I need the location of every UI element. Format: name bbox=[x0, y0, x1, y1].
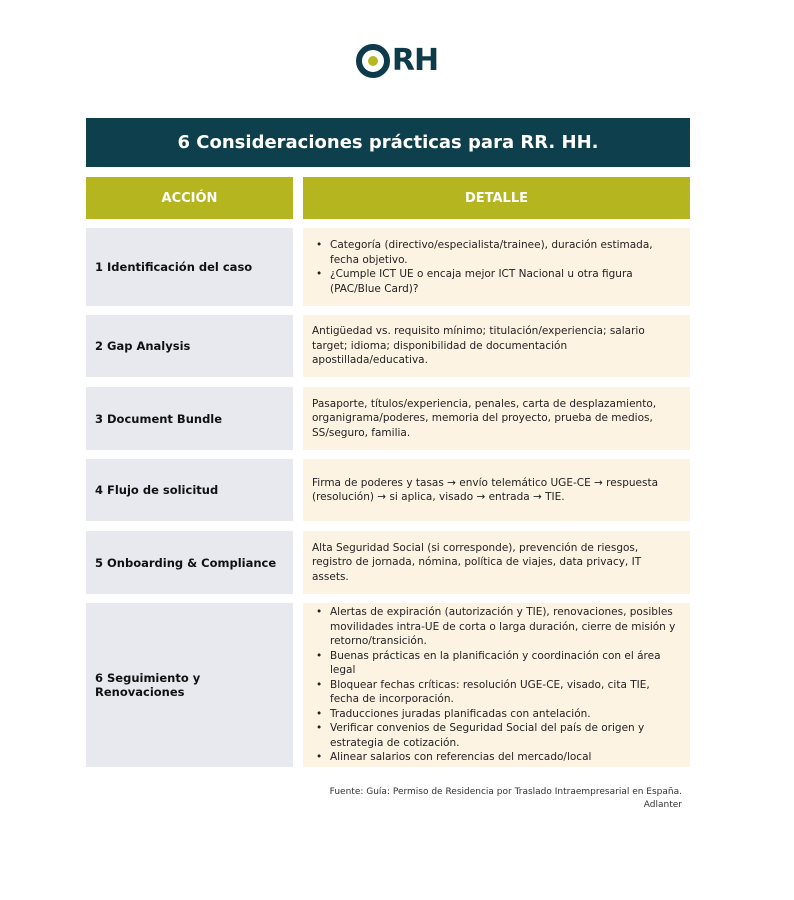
row-3-accion: 3 Document Bundle bbox=[86, 387, 293, 450]
list-item: • Traducciones juradas planificadas con antelación. bbox=[312, 707, 680, 722]
list-item: • Bloquear fechas críticas: resolución UGE-CE, visado, cita TIE, fecha de incorporación. bbox=[312, 678, 680, 707]
logo-ring-icon bbox=[356, 44, 390, 78]
row-4-text: Firma de poderes y tasas → envío telemático UGE-CE → respuesta (resolución) → si aplica, visado → entrada → TIE. bbox=[312, 476, 659, 503]
row-4-detalle bbox=[303, 459, 690, 521]
orh-logo bbox=[0, 44, 794, 78]
row-5-accion: 5 Onboarding & Compliance bbox=[86, 531, 293, 594]
row-2-accion: 2 Gap Analysis bbox=[86, 315, 293, 377]
row-2-text: Antigüedad vs. requisito mínimo; titulación/experiencia; salario target; idioma; disponibilidad de documentación apostillada/educativa. bbox=[312, 325, 645, 367]
header-accion: ACCIÓN bbox=[86, 177, 293, 219]
list-item: • Alertas de expiración (autorización y TIE), renovaciones, posibles movilidades intra-UE de corta o larga duración, cierre de misión y retorno/transición. bbox=[312, 605, 680, 649]
list-item: • ¿Cumple ICT UE o encaja mejor ICT Nacional u otra figura (PAC/Blue Card)? bbox=[312, 267, 680, 296]
logo-dot-icon bbox=[368, 56, 378, 66]
source-line-1: Fuente: Guía: Permiso de Residencia por Traslado Intraempresarial en España. bbox=[329, 787, 682, 797]
row-1-bullet-list bbox=[312, 238, 680, 296]
row-3-text: Pasaporte, títulos/experiencia, penales, carta de desplazamiento, organigrama/poderes, memoria del proyecto, prueba de medios, SS/seguro, familia. bbox=[312, 397, 657, 439]
logo-text: RH bbox=[391, 43, 439, 78]
section-title-bar bbox=[86, 118, 690, 167]
row-1-accion: 1 Identificación del caso bbox=[86, 228, 293, 306]
list-item: • Buenas prácticas en la planificación y coordinación con el área legal bbox=[312, 649, 680, 678]
list-item: • Categoría (directivo/especialista/trainee), duración estimada, fecha objetivo. bbox=[312, 238, 680, 267]
source-line-2: Adlanter bbox=[643, 800, 682, 810]
row-5-text: Alta Seguridad Social (si corresponde), prevención de riesgos, registro de jornada, nómina, política de viajes, data privacy, IT assets. bbox=[312, 541, 642, 583]
list-item: • Alinear salarios con referencias del mercado/local bbox=[312, 750, 680, 765]
row-6-accion: 6 Seguimiento y Renovaciones bbox=[86, 603, 293, 767]
row-3-detalle bbox=[303, 387, 690, 450]
logo-mark bbox=[356, 44, 438, 78]
list-item: • Verificar convenios de Seguridad Social del país de origen y estrategia de cotización. bbox=[312, 721, 680, 750]
source-note bbox=[300, 786, 682, 812]
row-6-detalle bbox=[303, 603, 690, 767]
row-6-bullet-list bbox=[312, 605, 680, 765]
row-5-detalle bbox=[303, 531, 690, 594]
row-1-detalle bbox=[303, 228, 690, 306]
header-detalle: DETALLE bbox=[303, 177, 690, 219]
section-title: 6 Consideraciones prácticas para RR. HH. bbox=[177, 132, 599, 153]
row-4-accion: 4 Flujo de solicitud bbox=[86, 459, 293, 521]
row-2-detalle bbox=[303, 315, 690, 377]
